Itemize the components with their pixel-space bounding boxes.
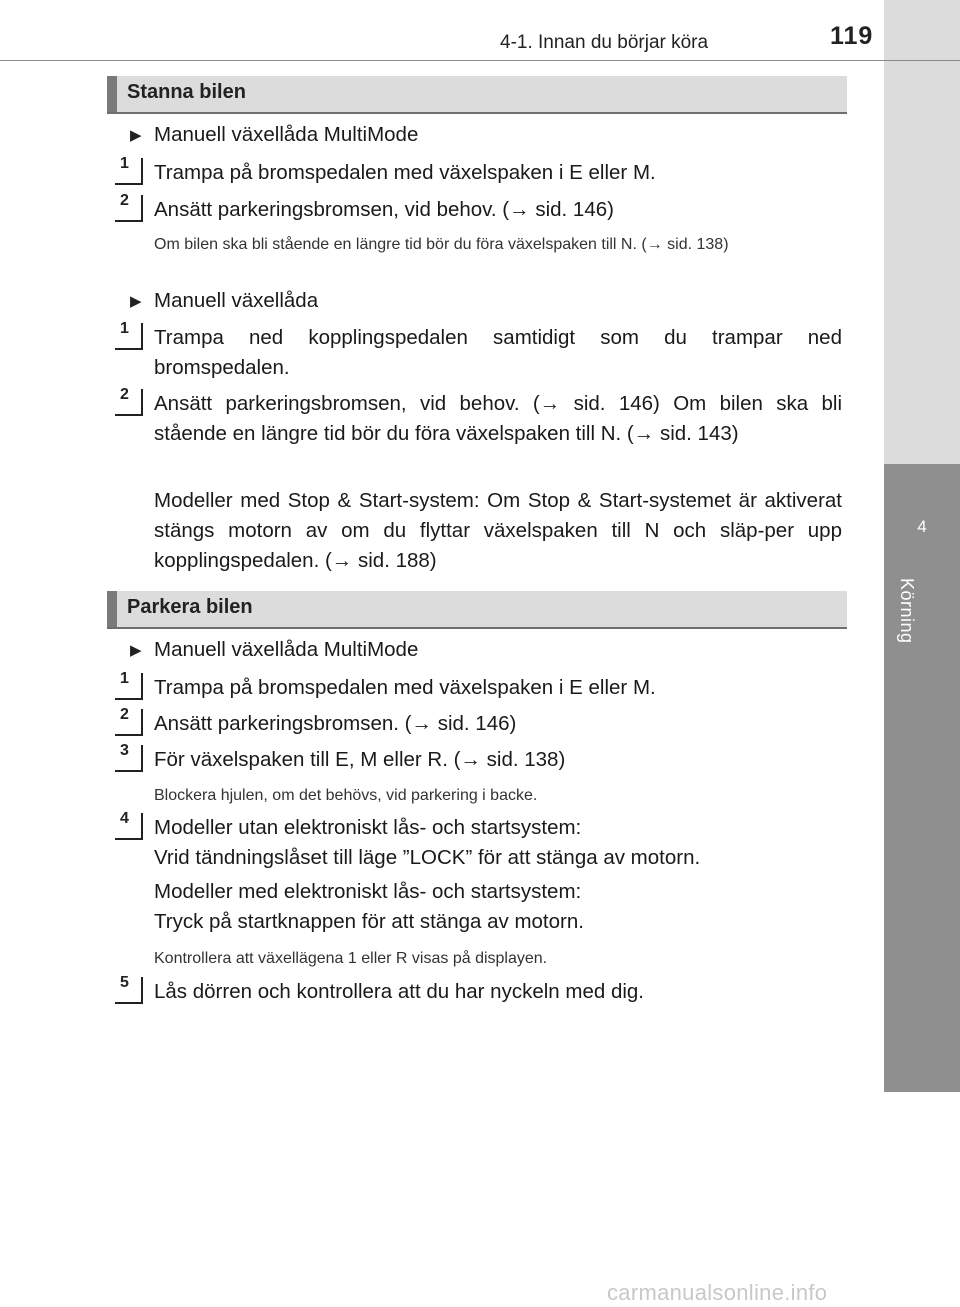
page-number: 119 — [830, 22, 874, 50]
step-text-line: Modeller utan elektroniskt lås- och startsystem: — [154, 816, 582, 839]
step-number-box: 1 — [115, 323, 143, 350]
triangle-bullet-icon: ▶ — [130, 642, 142, 659]
step-text-line: Tryck på startknappen för att stänga av motorn. — [154, 910, 584, 933]
step-text: Trampa på bromspedalen med växelspaken i E eller M. — [154, 676, 656, 699]
step-text-line: Vrid tändningslåset till läge ”LOCK” för att stänga av motorn. — [154, 846, 701, 869]
step-number-box: 2 — [115, 195, 143, 222]
step-number-box: 3 — [115, 745, 143, 772]
subsection-label: Manuell växellåda — [154, 289, 319, 312]
step-note: Blockera hjulen, om det behövs, vid parkering i backe. — [154, 787, 538, 804]
section-title: Stanna bilen — [127, 81, 246, 103]
step-extra-text: Modeller med Stop & Start-system: Om Stop & Start-systemet är aktiverat stängs motorn av om du flyttar växelspaken till N och släp-per upp kopplingspedalen. (→ sid. 188) — [154, 489, 842, 572]
step-number-box: 2 — [115, 709, 143, 736]
step-text: Trampa på bromspedalen med växelspaken i E eller M. — [154, 161, 656, 184]
header-divider — [0, 60, 960, 61]
chapter-label: Körning — [897, 578, 917, 644]
step-note: Kontrollera att växellägena 1 eller R visas på displayen. — [154, 950, 548, 967]
step-text: Lås dörren och kontrollera att du har nyckeln med dig. — [154, 980, 644, 1003]
step-number-box: 1 — [115, 158, 143, 185]
subsection-label: Manuell växellåda MultiMode — [154, 638, 419, 661]
chapter-number: 4 — [917, 517, 927, 536]
step-text: Ansätt parkeringsbromsen, vid behov. (→ sid. 146) Om bilen ska bli stående en längre tid bör du föra växelspaken till N. (→ sid. 143) — [154, 392, 842, 445]
chapter-side-tab — [884, 464, 960, 1092]
section-title: Parkera bilen — [127, 596, 253, 618]
step-text: Ansätt parkeringsbromsen, vid behov. (→ sid. 146) — [154, 198, 614, 221]
side-tab-background-light — [884, 0, 960, 464]
step-number-box: 2 — [115, 389, 143, 416]
watermark: carmanualsonline.info — [607, 1280, 828, 1305]
step-text-line: Modeller med elektroniskt lås- och startsystem: — [154, 880, 582, 903]
chapter-heading: 4-1. Innan du börjar köra — [500, 32, 709, 53]
step-text: För växelspaken till E, M eller R. (→ sid. 138) — [154, 748, 566, 771]
step-number-box: 4 — [115, 813, 143, 840]
triangle-bullet-icon: ▶ — [130, 127, 142, 144]
step-number-box: 5 — [115, 977, 143, 1004]
section-header-parkera — [107, 591, 847, 629]
step-number-box: 1 — [115, 673, 143, 700]
triangle-bullet-icon: ▶ — [130, 293, 142, 310]
section-header-stanna — [107, 76, 847, 114]
subsection-label: Manuell växellåda MultiMode — [154, 123, 419, 146]
step-text: Ansätt parkeringsbromsen. (→ sid. 146) — [154, 712, 517, 735]
step-text: Trampa ned kopplingspedalen samtidigt som du trampar ned bromspedalen. — [154, 326, 842, 379]
step-note: Om bilen ska bli stående en längre tid bör du föra växelspaken till N. (→ sid. 138) — [154, 236, 729, 253]
